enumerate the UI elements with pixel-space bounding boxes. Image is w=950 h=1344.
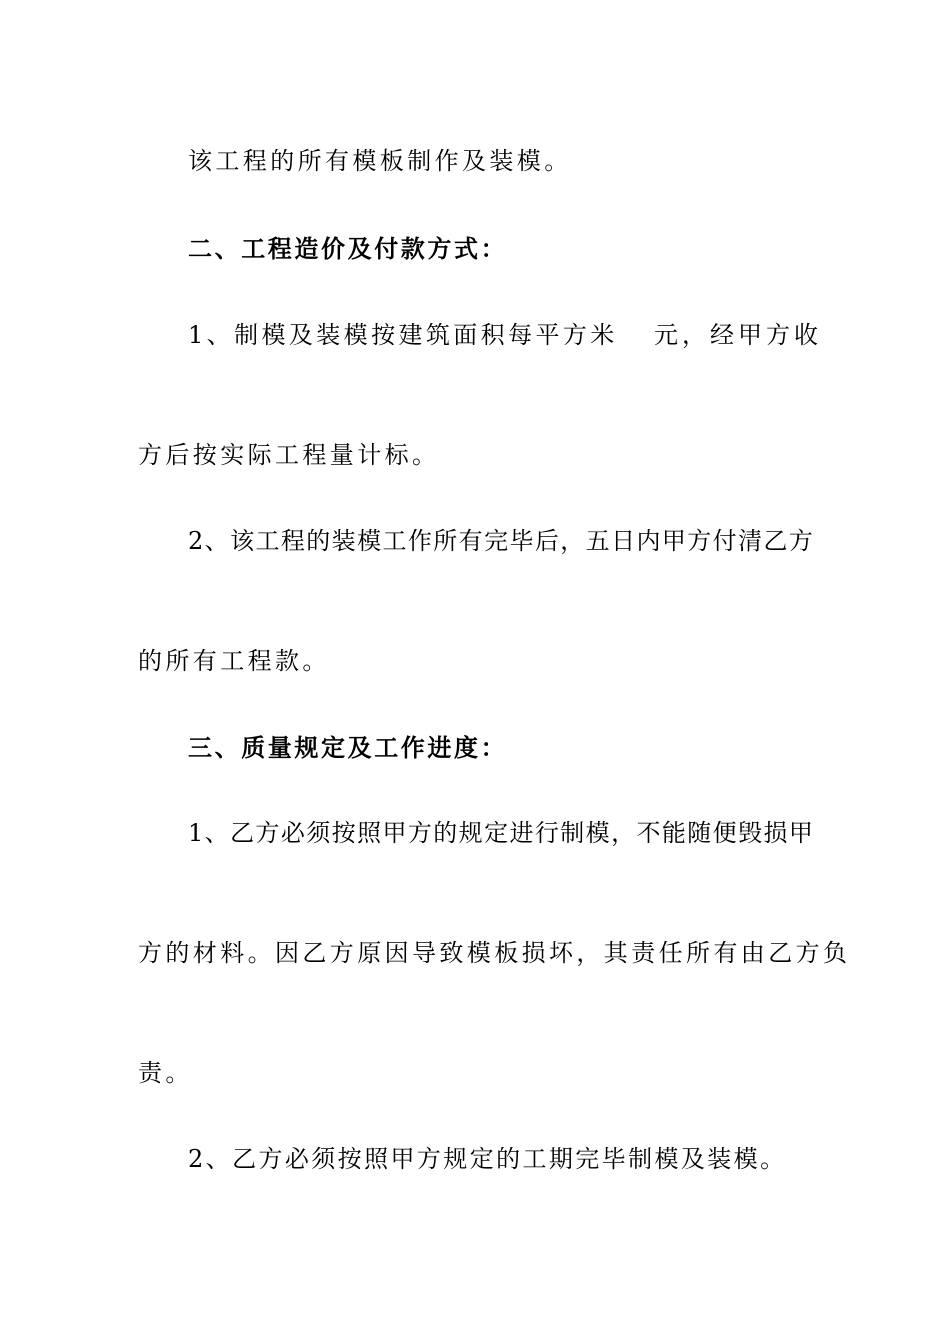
paragraph-line: 责。 bbox=[138, 1059, 193, 1087]
paragraph-line: 方后按实际工程量计标。 bbox=[138, 441, 440, 469]
paragraph-line: 的所有工程款。 bbox=[138, 647, 330, 675]
paragraph-line-continued: 元，经甲方收 bbox=[654, 321, 822, 349]
paragraph-line: 1、制模及装模按建筑面积每平方米 bbox=[188, 321, 618, 349]
paragraph-line: 该工程的所有模板制作及装模。 bbox=[188, 147, 572, 175]
paragraph-line: 2、乙方必须按照甲方规定的工期完毕制模及装模。 bbox=[188, 1145, 787, 1173]
paragraph-line: 1、乙方必须按照甲方的规定进行制模，不能随便毁损甲 bbox=[188, 819, 815, 847]
section-heading-payment: 二、工程造价及付款方式： bbox=[188, 234, 508, 263]
paragraph-line: 方的材料。因乙方原因导致模板损坏，其责任所有由乙方负 bbox=[138, 939, 851, 967]
section-heading-quality: 三、质量规定及工作进度： bbox=[188, 733, 508, 762]
paragraph-line: 2、该工程的装模工作所有完毕后，五日内甲方付清乙方 bbox=[188, 527, 815, 555]
